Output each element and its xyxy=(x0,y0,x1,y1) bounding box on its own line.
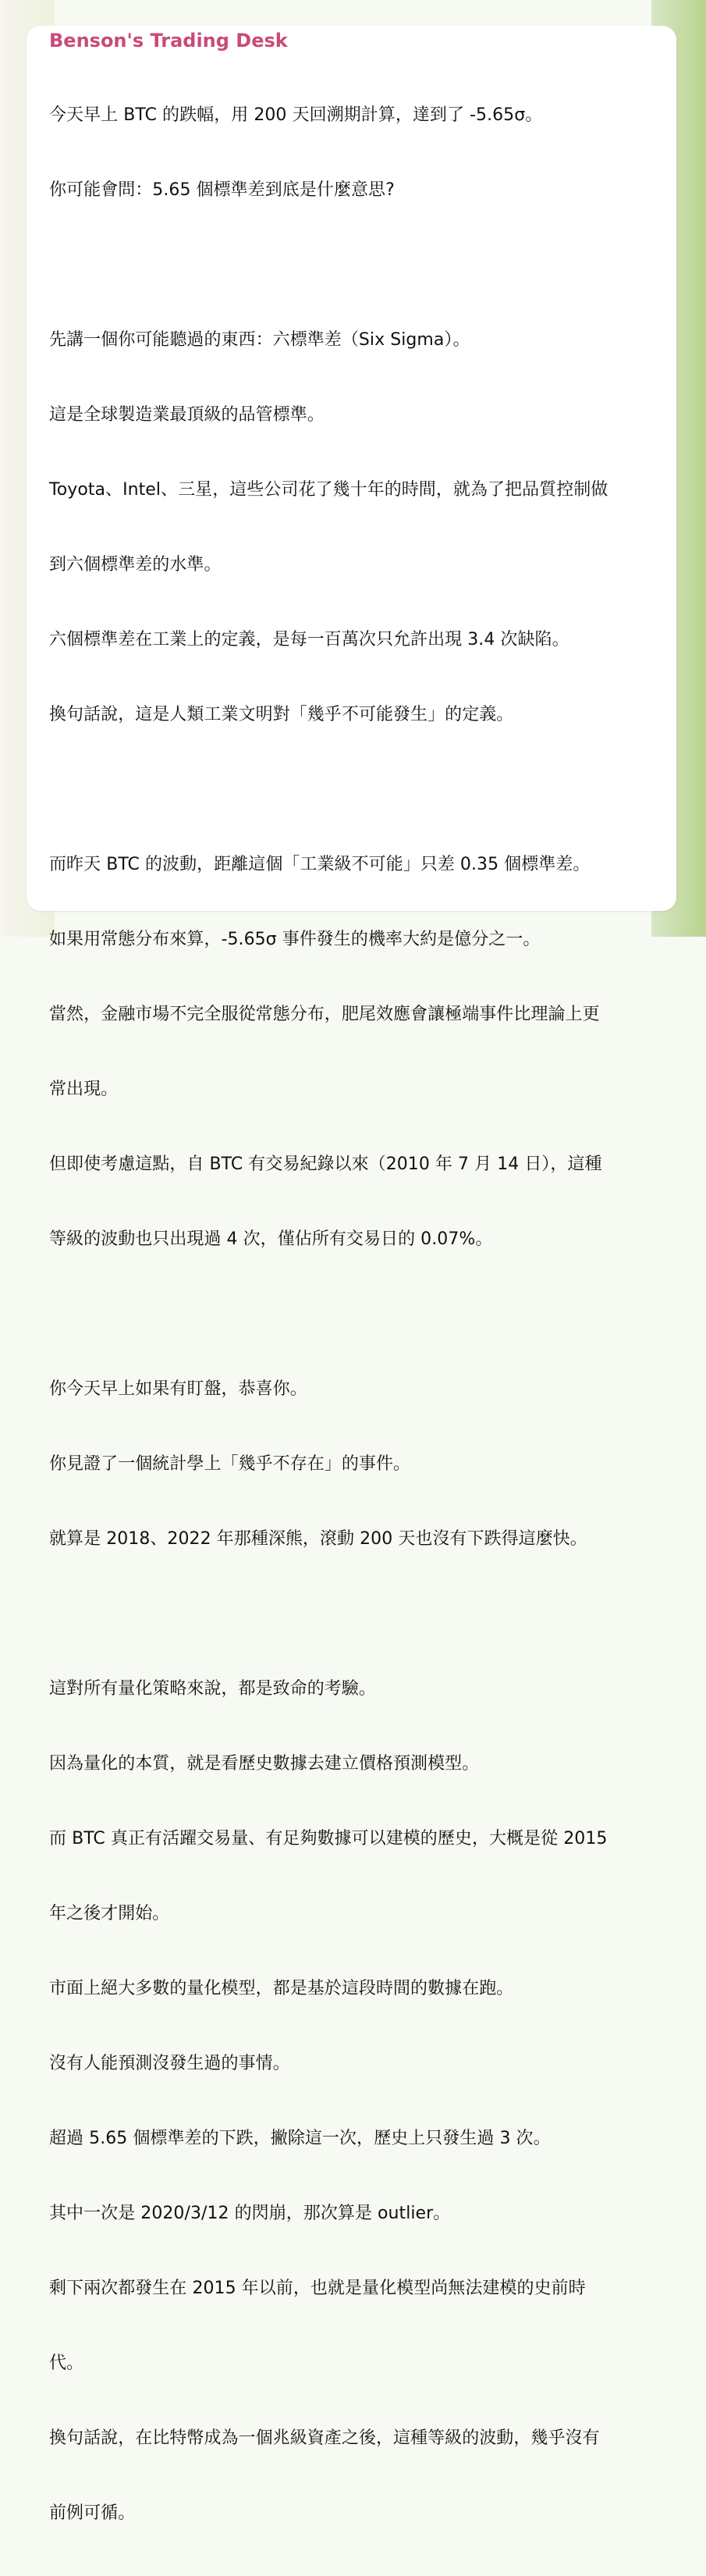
message-line: 沒有人能預測沒發生過的事情。 xyxy=(49,2054,290,2073)
message-line: Toyota、Intel、三星，這些公司花了幾十年的時間，就為了把品質控制做 xyxy=(49,480,608,500)
message-line: 如果用常態分布來算，-5.65σ 事件發生的機率大約是億分之一。 xyxy=(49,930,541,949)
message-line: 但即使考慮這點，自 BTC 有交易紀錄以來（2010 年 7 月 14 日），這種 xyxy=(49,1155,602,1174)
sender-name[interactable]: Benson's Trading Desk xyxy=(49,30,288,52)
message-line: 這是全球製造業最頂級的品管標準。 xyxy=(49,405,325,425)
message-line: 就算是 2018、2022 年那種深熊，滾動 200 天也沒有下跌得這麼快。 xyxy=(49,1529,587,1549)
message-line: 這對所有量化策略來說，都是致命的考驗。 xyxy=(49,1679,376,1699)
message-line xyxy=(49,253,655,278)
message-line: 當然，金融市場不完全服從常態分布，肥尾效應會讓極端事件比理論上更 xyxy=(49,1005,600,1024)
message-line: 你可能會問：5.65 個標準差到底是什麼意思? xyxy=(49,180,395,200)
message-line: 因為量化的本質，就是看歷史數據去建立價格預測模型。 xyxy=(49,1754,480,1774)
message-bubble[interactable] xyxy=(27,26,676,2523)
message-line: 其中一次是 2020/3/12 的閃崩，那次算是 outlier。 xyxy=(49,2204,451,2223)
message-line: 今天早上 BTC 的跌幅，用 200 天回溯期計算，達到了 -5.65σ。 xyxy=(49,105,543,125)
message-line: 常出現。 xyxy=(49,1080,119,1099)
message-line: 剩下兩次都發生在 2015 年以前，也就是量化模型尚無法建模的史前時 xyxy=(49,2279,586,2298)
message-line: 代。 xyxy=(49,2354,84,2373)
message-line: 而昨天 BTC 的波動，距離這個「工業級不可能」只差 0.35 個標準差。 xyxy=(49,855,591,874)
message-line: 六個標準差在工業上的定義，是每一百萬次只允許出現 3.4 次缺陷。 xyxy=(49,630,569,649)
message-line: 你今天早上如果有盯盤，恭喜你。 xyxy=(49,1379,307,1399)
message-line xyxy=(49,1302,655,1327)
message-line: 你見證了一個統計學上「幾乎不存在」的事件。 xyxy=(49,1454,411,1474)
message-line: 先講一個你可能聽過的東西：六標準差（Six Sigma）。 xyxy=(49,330,470,350)
message-line: 換句話說，這是人類工業文明對「幾乎不可能發生」的定義。 xyxy=(49,705,514,724)
message-line: 超過 5.65 個標準差的下跌，撇除這一次，歷史上只發生過 3 次。 xyxy=(49,2129,551,2148)
message-line: 而 BTC 真正有活躍交易量、有足夠數據可以建模的歷史，大概是從 2015 xyxy=(49,1829,608,1848)
message-line: 換句話說，在比特幣成為一個兆級資產之後，這種等級的波動，幾乎沒有 xyxy=(49,2428,600,2448)
message-line xyxy=(49,1602,655,1627)
message-line: 到六個標準差的水準。 xyxy=(49,555,222,575)
message-line: 市面上絕大多數的量化模型，都是基於這段時間的數據在跑。 xyxy=(49,1979,514,1998)
message-line: 年之後才開始。 xyxy=(49,1904,170,1923)
message-text xyxy=(49,53,655,2576)
message-line xyxy=(49,777,655,802)
message-line: 等級的波動也只出現過 4 次，僅佔所有交易日的 0.07%。 xyxy=(49,1229,493,1249)
message-line: 前例可循。 xyxy=(49,2503,136,2523)
